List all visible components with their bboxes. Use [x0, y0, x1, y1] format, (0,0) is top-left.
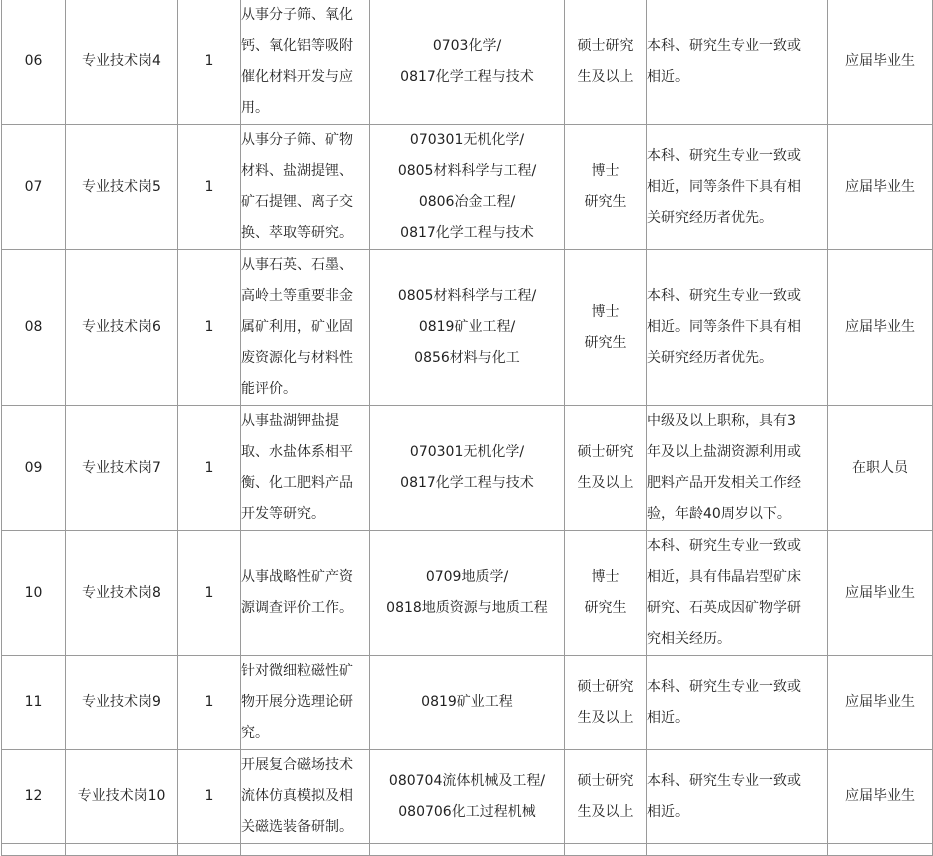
- applicant-type-cell: 在职人员: [828, 406, 933, 531]
- degree-line: 硕士研究: [577, 678, 634, 695]
- job-description-line: 钙、氧化铝等吸附: [241, 37, 353, 54]
- headcount-cell: 1: [178, 125, 241, 250]
- job-description-line: 源调查评价工作。: [241, 600, 353, 616]
- headcount-cell: 1: [178, 406, 241, 531]
- table-row-partial: [2, 844, 933, 856]
- major-line: 0805材料科学与工程/: [397, 163, 537, 179]
- major-line: 0806冶金工程/: [418, 194, 516, 210]
- requirement-cell: [647, 125, 828, 250]
- major-line: 0819矿业工程: [421, 694, 513, 710]
- job-table: [1, 0, 933, 856]
- requirement-line: 本科、研究生专业一致或: [647, 147, 801, 164]
- empty-cell: [828, 844, 933, 856]
- applicant-type-cell: 应届毕业生: [828, 250, 933, 406]
- major-line: 0856材料与化工: [414, 350, 520, 366]
- requirement-line: 相近。: [647, 68, 689, 85]
- job-description-cell: [241, 531, 370, 656]
- table-row: [2, 0, 933, 125]
- degree-cell: [565, 531, 647, 656]
- headcount-cell: 1: [178, 250, 241, 406]
- job-description-line: 材料、盐湖提锂、: [241, 163, 353, 179]
- job-description-line: 针对微细粒磁性矿: [241, 663, 353, 679]
- post-number-cell: 11: [2, 656, 66, 750]
- major-cell: [370, 750, 565, 844]
- headcount-cell: 1: [178, 750, 241, 844]
- major-line: 0709地质学/: [425, 569, 509, 585]
- job-description-line: 开展复合磁场技术: [241, 757, 353, 773]
- job-description-line: 究。: [241, 725, 269, 741]
- job-description-line: 废资源化与材料性: [241, 350, 353, 366]
- post-number-cell: 06: [2, 0, 66, 125]
- degree-line: 博士: [591, 569, 620, 585]
- requirement-line: 本科、研究生专业一致或: [647, 37, 801, 54]
- job-description-line: 流体仿真模拟及相: [241, 788, 353, 804]
- empty-cell: [647, 844, 828, 856]
- major-line: 0819矿业工程/: [418, 319, 516, 335]
- job-table-body: [2, 0, 933, 856]
- degree-line: 博士: [591, 163, 620, 179]
- requirement-line: 关研究经历者优先。: [647, 209, 773, 226]
- requirement-line: 本科、研究生专业一致或: [647, 678, 801, 695]
- post-name-cell: 专业技术岗10: [66, 750, 178, 844]
- major-line: 070301无机化学/: [409, 444, 525, 460]
- applicant-type-cell: 应届毕业生: [828, 125, 933, 250]
- post-number-cell: 09: [2, 406, 66, 531]
- table-row: [2, 406, 933, 531]
- degree-line: 硕士研究: [577, 37, 634, 54]
- major-cell: [370, 0, 565, 125]
- post-number-cell: 08: [2, 250, 66, 406]
- requirement-cell: [647, 656, 828, 750]
- table-row: [2, 531, 933, 656]
- empty-cell: [66, 844, 178, 856]
- post-name-cell: 专业技术岗5: [66, 125, 178, 250]
- degree-cell: [565, 750, 647, 844]
- job-description-line: 换、萃取等研究。: [241, 225, 353, 241]
- requirement-line: 究相关经历。: [647, 631, 731, 647]
- requirement-cell: [647, 250, 828, 406]
- job-description-line: 取、水盐体系相平: [241, 444, 353, 460]
- job-description-cell: [241, 656, 370, 750]
- requirement-line: 验，年龄40周岁以下。: [647, 506, 791, 522]
- job-description-cell: [241, 406, 370, 531]
- major-cell: [370, 406, 565, 531]
- job-description-line: 用。: [241, 99, 269, 116]
- major-cell: [370, 656, 565, 750]
- requirement-cell: [647, 531, 828, 656]
- job-description-line: 高岭土等重要非金: [241, 288, 353, 304]
- requirement-line: 本科、研究生专业一致或: [647, 288, 801, 304]
- requirement-line: 本科、研究生专业一致或: [647, 772, 801, 789]
- degree-line: 硕士研究: [577, 772, 634, 789]
- empty-cell: [370, 844, 565, 856]
- degree-cell: [565, 250, 647, 406]
- table-row: [2, 656, 933, 750]
- degree-cell: [565, 406, 647, 531]
- job-description-line: 属矿利用，矿业固: [241, 319, 353, 335]
- major-line: 080706化工过程机械: [398, 803, 536, 820]
- applicant-type-cell: 应届毕业生: [828, 656, 933, 750]
- job-description-cell: [241, 0, 370, 125]
- job-description-cell: [241, 750, 370, 844]
- job-description-cell: [241, 250, 370, 406]
- requirement-line: 相近。同等条件下具有相: [647, 319, 801, 335]
- post-name-cell: 专业技术岗7: [66, 406, 178, 531]
- headcount-cell: 1: [178, 656, 241, 750]
- degree-line: 硕士研究: [577, 444, 634, 460]
- job-description-cell: [241, 125, 370, 250]
- degree-line: 研究生: [584, 600, 627, 616]
- job-description-line: 从事盐湖钾盐提: [241, 413, 339, 429]
- degree-cell: [565, 656, 647, 750]
- job-description-line: 从事战略性矿产资: [241, 569, 353, 585]
- applicant-type-cell: 应届毕业生: [828, 531, 933, 656]
- major-line: 0703化学/: [432, 37, 502, 54]
- degree-line: 生及以上: [577, 803, 634, 820]
- requirement-line: 相近。: [647, 803, 689, 820]
- degree-cell: [565, 0, 647, 125]
- requirement-line: 相近，同等条件下具有相: [647, 178, 801, 195]
- requirement-line: 本科、研究生专业一致或: [647, 538, 801, 554]
- table-row: [2, 250, 933, 406]
- post-name-cell: 专业技术岗6: [66, 250, 178, 406]
- applicant-type-cell: 应届毕业生: [828, 0, 933, 125]
- job-description-line: 从事石英、石墨、: [241, 257, 353, 273]
- empty-cell: [241, 844, 370, 856]
- post-name-cell: 专业技术岗9: [66, 656, 178, 750]
- headcount-cell: 1: [178, 0, 241, 125]
- degree-line: 研究生: [584, 194, 627, 210]
- requirement-line: 年及以上盐湖资源利用或: [647, 444, 801, 460]
- post-number-cell: 12: [2, 750, 66, 844]
- major-line: 080704流体机械及工程/: [388, 772, 546, 789]
- requirement-line: 肥料产品开发相关工作经: [647, 475, 801, 491]
- degree-line: 博士: [591, 303, 620, 320]
- empty-cell: [565, 844, 647, 856]
- job-description-line: 开发等研究。: [241, 506, 325, 522]
- major-line: 0818地质资源与地质工程: [386, 600, 548, 616]
- job-description-line: 能评价。: [241, 381, 297, 397]
- requirement-line: 中级及以上职称，具有3: [647, 413, 796, 429]
- job-description-line: 矿石提锂、离子交: [241, 194, 353, 210]
- major-cell: [370, 250, 565, 406]
- table-row: [2, 750, 933, 844]
- major-line: 0817化学工程与技术: [400, 68, 534, 85]
- degree-cell: [565, 125, 647, 250]
- degree-line: 生及以上: [577, 475, 634, 491]
- job-description-line: 关磁选装备研制。: [241, 819, 353, 835]
- table-row: [2, 125, 933, 250]
- empty-cell: [178, 844, 241, 856]
- requirement-line: 相近。: [647, 709, 689, 726]
- headcount-cell: 1: [178, 531, 241, 656]
- job-description-line: 催化材料开发与应: [241, 68, 353, 85]
- job-description-line: 从事分子筛、氧化: [241, 6, 353, 23]
- major-line: 0805材料科学与工程/: [397, 288, 537, 304]
- degree-line: 生及以上: [577, 709, 634, 726]
- requirement-line: 相近，具有伟晶岩型矿床: [647, 569, 801, 585]
- degree-line: 研究生: [584, 334, 627, 351]
- post-number-cell: 07: [2, 125, 66, 250]
- major-line: 0817化学工程与技术: [400, 225, 534, 241]
- requirement-cell: [647, 0, 828, 125]
- major-cell: [370, 531, 565, 656]
- empty-cell: [2, 844, 66, 856]
- post-number-cell: 10: [2, 531, 66, 656]
- major-cell: [370, 125, 565, 250]
- degree-line: 生及以上: [577, 68, 634, 85]
- applicant-type-cell: 应届毕业生: [828, 750, 933, 844]
- job-description-line: 衡、化工肥料产品: [241, 475, 353, 491]
- post-name-cell: 专业技术岗8: [66, 531, 178, 656]
- major-line: 0817化学工程与技术: [400, 475, 534, 491]
- job-description-line: 从事分子筛、矿物: [241, 132, 353, 148]
- job-description-line: 物开展分选理论研: [241, 694, 353, 710]
- requirement-line: 研究、石英成因矿物学研: [647, 600, 801, 616]
- post-name-cell: 专业技术岗4: [66, 0, 178, 125]
- requirement-line: 关研究经历者优先。: [647, 350, 773, 366]
- requirement-cell: [647, 406, 828, 531]
- major-line: 070301无机化学/: [409, 132, 525, 148]
- requirement-cell: [647, 750, 828, 844]
